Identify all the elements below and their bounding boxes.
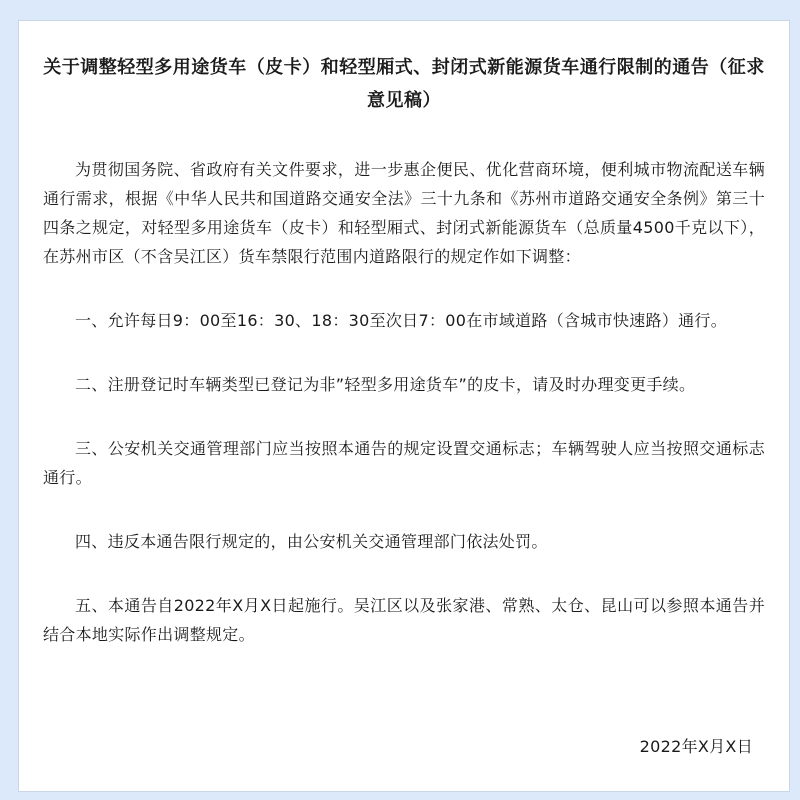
document-page [18,20,790,792]
clause-5: 五、本通告自2022年X月X日起施行。吴江区以及张家港、常熟、太仓、昆山可以参照本通告并结合本地实际作出调整规定。 [43,596,765,644]
clause-1: 一、允许每日9：00至16：30、18：30至次日7：00在市域道路（含城市快速路）通行。 [75,311,728,330]
clause-3: 三、公安机关交通管理部门应当按照本通告的规定设置交通标志；车辆驾驶人应当按照交通标志通行。 [43,439,765,487]
document-body [19,155,789,649]
intro-paragraph: 为贯彻国务院、省政府有关文件要求，进一步惠企便民、优化营商环境，便利城市物流配送车辆通行需求，根据《中华人民共和国道路交通安全法》三十九条和《苏州市道路交通安全条例》第三十四条之规定，对轻型多用途货车（皮卡）和轻型厢式、封闭式新能源货车（总质量4500千克以下），在苏州市区（不含吴江区）货车禁限行范围内道路限行的规定作如下调整： [43,160,765,266]
document-title: 关于调整轻型多用途货车（皮卡）和轻型厢式、封闭式新能源货车通行限制的通告（征求意见稿） [43,57,765,111]
document-date: 2022年X月X日 [639,737,753,756]
document-frame [8,8,792,794]
clause-2: 二、注册登记时车辆类型已登记为非”轻型多用途货车”的皮卡，请及时办理变更手续。 [75,375,696,394]
clause-4: 四、违反本通告限行规定的，由公安机关交通管理部门依法处罚。 [75,532,548,551]
